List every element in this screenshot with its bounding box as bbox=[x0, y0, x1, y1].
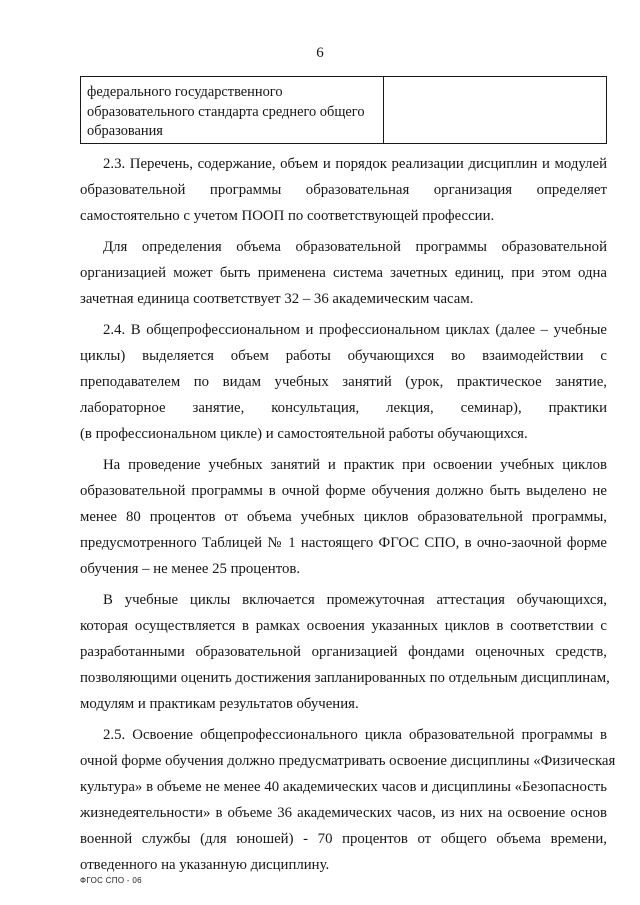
text-line: 2.5. Освоение общепрофессионального цикла образовательной программы в bbox=[103, 727, 607, 743]
paragraph-2-3 bbox=[80, 151, 607, 229]
table-cell-right bbox=[384, 77, 607, 144]
text-line: отведенного на указанную дисциплину. bbox=[80, 857, 330, 873]
text-line: предусмотренного Таблицей № 1 настоящего ФГОС СПО, в очно-заочной форме bbox=[80, 535, 607, 551]
text-line: На проведение учебных занятий и практик при освоении учебных циклов bbox=[103, 457, 607, 473]
text-line: образовательной программы в очной форме обучения должно быть выделено не bbox=[80, 483, 607, 499]
text-line: организацией может быть применена система зачетных единиц, при этом одна bbox=[80, 265, 607, 281]
text-line: лабораторное занятие, консультация, лекция, семинар), практики bbox=[80, 400, 607, 416]
body-text bbox=[80, 151, 616, 878]
paragraph-2-5 bbox=[80, 722, 616, 878]
paragraph-2-4 bbox=[80, 317, 607, 447]
text-line: 2.3. Перечень, содержание, объем и порядок реализации дисциплин и модулей bbox=[103, 156, 607, 172]
text-line: очной форме обучения должно предусматривать освоение дисциплины «Физическая bbox=[80, 753, 616, 769]
text-line: циклы) выделяется объем работы обучающихся во взаимодействии с bbox=[80, 348, 607, 364]
table-cell-line: федерального государственного bbox=[87, 84, 283, 100]
text-line: 2.4. В общепрофессиональном и профессиональном циклах (далее – учебные bbox=[103, 322, 607, 338]
text-line: преподавателем по видам учебных занятий (урок, практическое занятие, bbox=[80, 374, 607, 390]
text-line: жизнедеятельности» в объеме 36 академических часов, из них на освоение основ bbox=[80, 805, 607, 821]
page-number: 6 bbox=[316, 45, 324, 61]
paragraph-training-share bbox=[80, 452, 607, 582]
text-line: образовательной программы образовательная организация определяет bbox=[80, 182, 607, 198]
text-line: обучения – не менее 25 процентов. bbox=[80, 561, 301, 577]
table-cell-line: образовательного стандарта среднего общего bbox=[87, 103, 365, 120]
table-cell-line: образования bbox=[87, 123, 163, 139]
text-line: разработанными образовательной организацией фондами оценочных средств, bbox=[80, 644, 607, 660]
text-line: позволяющими оценить достижения запланированных по отдельным дисциплинам, bbox=[80, 670, 610, 686]
text-line: менее 80 процентов от объема учебных циклов образовательной программы, bbox=[80, 509, 607, 525]
text-line: военной службы (для юношей) - 70 процентов от общего объема времени, bbox=[80, 831, 607, 847]
footer-document-code: ФГОС СПО - 06 bbox=[80, 876, 142, 885]
paragraph-intermediate-attestation bbox=[80, 587, 610, 717]
text-line: Для определения объема образовательной программы образовательной bbox=[103, 239, 607, 255]
table-cell-left bbox=[81, 77, 384, 144]
table-fragment bbox=[80, 76, 607, 144]
text-line: самостоятельно с учетом ПООП по соответствующей профессии. bbox=[80, 208, 495, 224]
text-line: которая осуществляется в рамках освоения указанных циклов в соответствии с bbox=[80, 618, 607, 634]
paragraph-credit-units bbox=[80, 234, 607, 312]
text-line: культура» в объеме не менее 40 академических часов и дисциплины «Безопасность bbox=[80, 779, 607, 795]
text-line: В учебные циклы включается промежуточная аттестация обучающихся, bbox=[103, 592, 607, 608]
text-line: модулям и практикам результатов обучения. bbox=[80, 696, 359, 712]
text-line: (в профессиональном цикле) и самостоятельной работы обучающихся. bbox=[80, 426, 528, 442]
text-line: зачетная единица соответствует 32 – 36 академическим часам. bbox=[80, 291, 474, 307]
